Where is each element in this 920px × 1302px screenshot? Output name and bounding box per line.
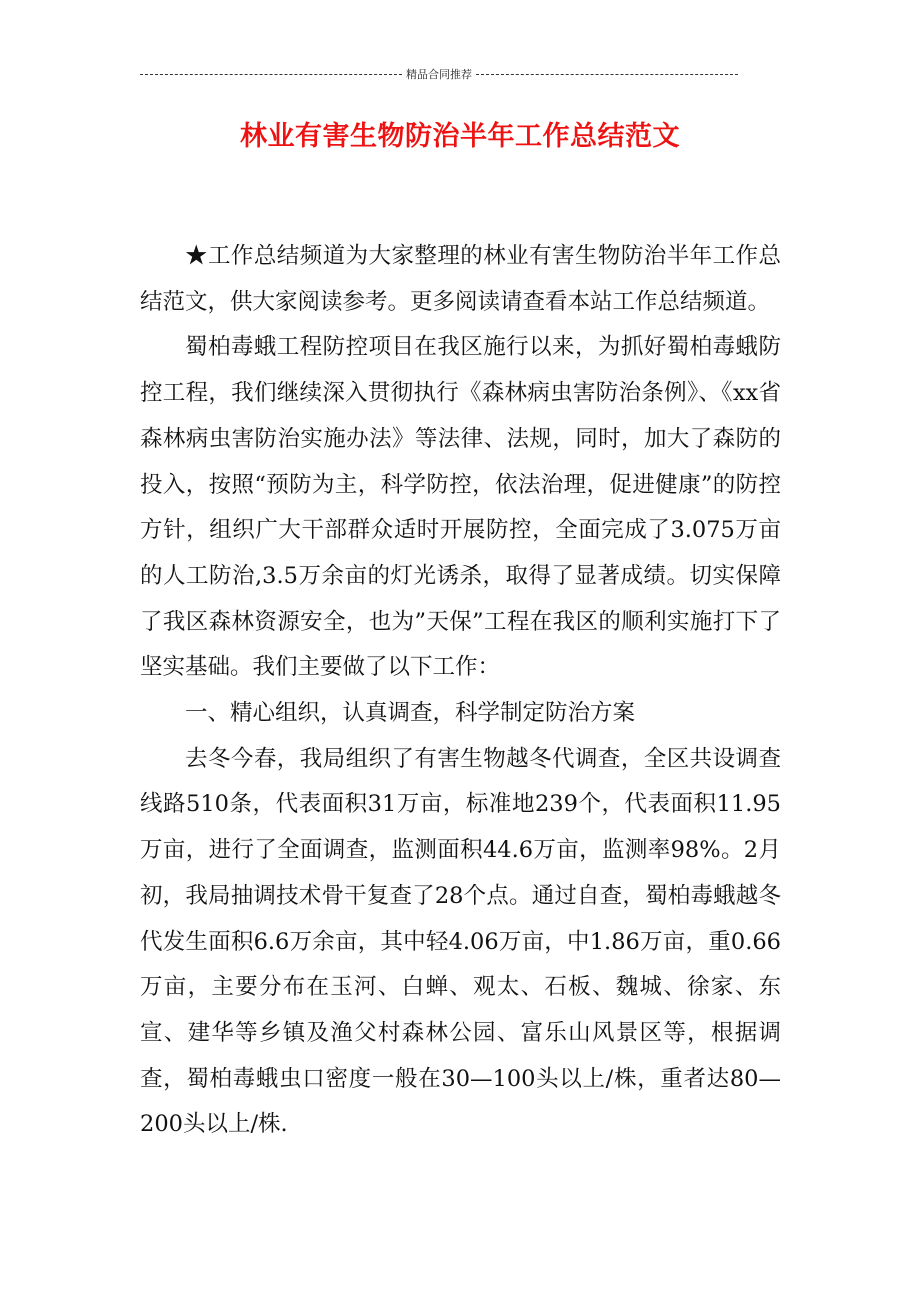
paragraph-intro: ★工作总结频道为大家整理的林业有害生物防治半年工作总结范文，供大家阅读参考。更多阅读请查看本站工作总结频道。 [140,243,781,315]
document-body [140,234,781,1148]
section-heading-1: 一、精心组织，认真调查，科学制定防治方案 [185,700,636,727]
header-dash-right [476,74,738,75]
document-title: 林业有害生物防治半年工作总结范文 [240,121,680,152]
page-header [140,66,738,82]
paragraph-overview: 蜀柏毒蛾工程防控项目在我区施行以来，为抓好蜀柏毒蛾防控工程，我们继续深入贯彻执行《森林病虫害防治条例》、《xx省森林病虫害防治实施办法》等法律、法规，同时，加大了森防的投入，按照“预防为主，科学防控，依法治理，促进健康”的防控方针，组织广大干部群众适时开展防控，全面完成了3.075万亩的人工防治,3.5万余亩的灯光诱杀，取得了显著成绩。切实保障了我区森林资源安全，也为”天保”工程在我区的顺利实施打下了坚实基础。我们主要做了以下工作： [140,334,781,681]
header-label: 精品合同推荐 [406,68,472,81]
paragraph-survey: 去冬今春，我局组织了有害生物越冬代调查，全区共设调查线路510条，代表面积31万亩，标准地239个，代表面积11.95万亩，进行了全面调查，监测面积44.6万亩，监测率98%。2月初，我局抽调技术骨干复查了28个点。通过自查，蜀柏毒蛾越冬代发生面积6.6万余亩，其中轻4.06万亩，中1.86万亩，重0.66万亩，主要分布在玉河、白蝉、观太、石板、魏城、徐家、东宣、建华等乡镇及渔父村森林公园、富乐山风景区等，根据调查，蜀柏毒蛾虫口密度一般在30—100头以上/株，重者达80—200头以上/株. [140,745,781,1138]
header-dash-left [140,74,402,75]
